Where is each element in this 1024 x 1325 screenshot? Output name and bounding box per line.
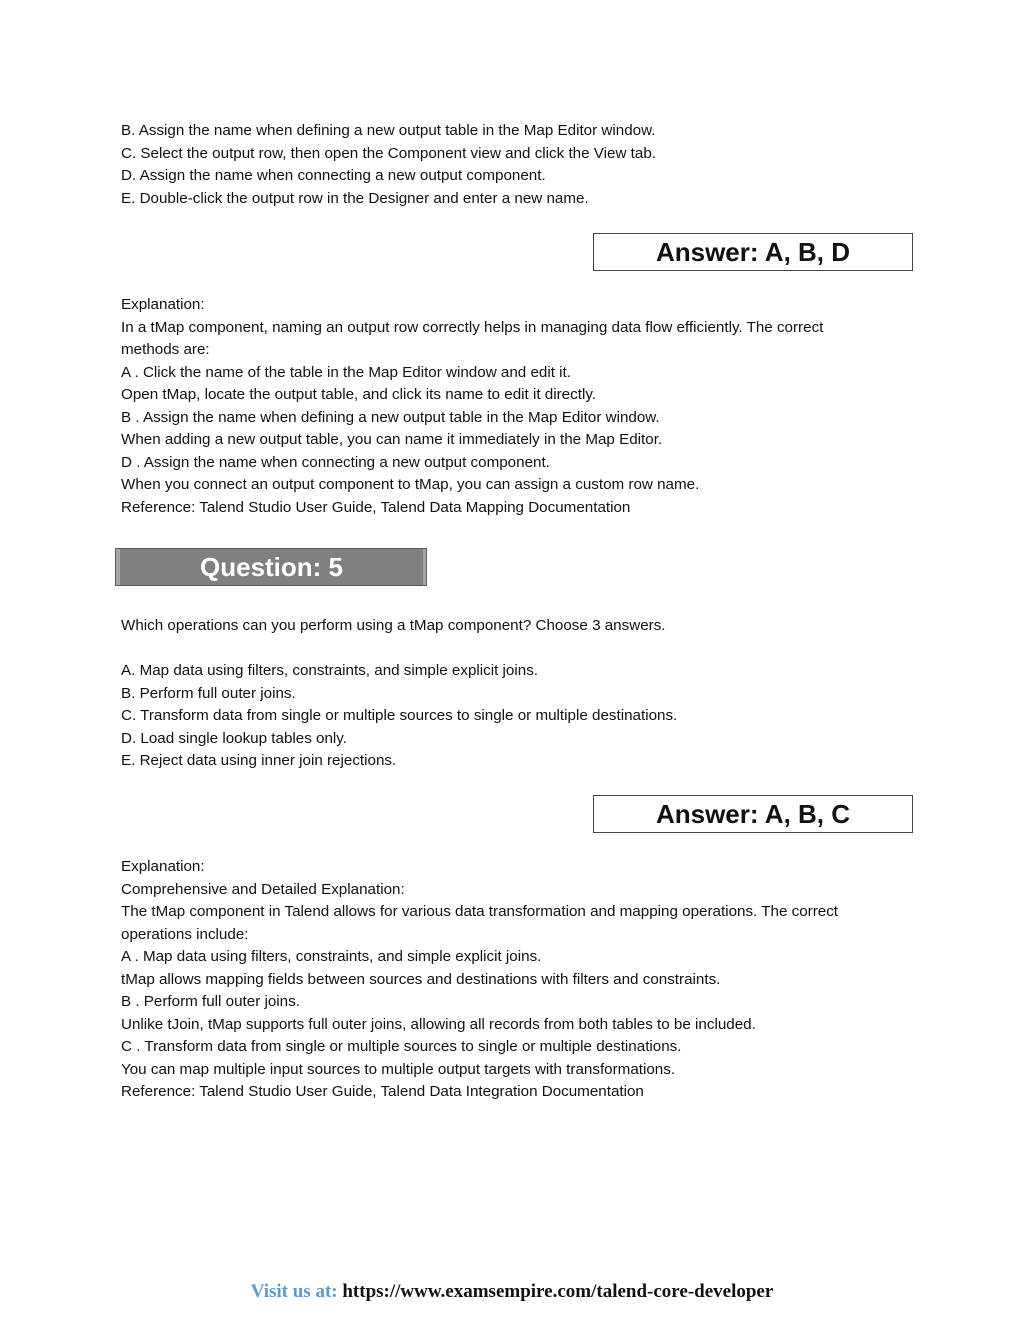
- explanation-line: C . Transform data from single or multiple sources to single or multiple destinations.: [121, 1038, 682, 1055]
- explanation-sub-label: Comprehensive and Detailed Explanation:: [121, 880, 405, 898]
- explanation-line: tMap allows mapping fields between sources and destinations with filters and constraints.: [121, 970, 721, 988]
- explanation-line: D . Assign the name when connecting a new output component.: [121, 453, 550, 471]
- explanation-line: A . Map data using filters, constraints, and simple explicit joins.: [121, 948, 542, 965]
- explanation-line: B . Assign the name when defining a new output table in the Map Editor window.: [121, 408, 660, 426]
- footer-link[interactable]: https://www.examsempire.com/talend-core-developer: [342, 1281, 774, 1302]
- explanation-line: Open tMap, locate the output table, and click its name to edit it directly.: [121, 386, 597, 403]
- answer-text: Answer: A, B, D: [655, 236, 851, 267]
- explanation-intro: In a tMap component, naming an output row correctly helps in managing data flow efficiently. The correct methods are:: [121, 318, 824, 358]
- question-text: Which operations can you perform using a tMap component? Choose 3 answers.: [121, 617, 666, 634]
- option-line: C. Transform data from single or multiple sources to single or multiple destinations.: [121, 707, 678, 724]
- option-line: B. Perform full outer joins.: [121, 684, 296, 702]
- explanation-line: When you connect an output component to tMap, you can assign a custom row name.: [121, 476, 700, 493]
- explanation-line: When adding a new output table, you can name it immediately in the Map Editor.: [121, 431, 663, 448]
- question-body: [121, 615, 911, 638]
- explanation-intro: The tMap component in Talend allows for various data transformation and mapping operations. The correct operations include:: [121, 903, 839, 943]
- explanation-label: Explanation:: [121, 858, 205, 875]
- answer-text: Answer: A, B, C: [655, 798, 851, 829]
- explanation-line: You can map multiple input sources to multiple output targets with transformations.: [121, 1060, 676, 1078]
- option-line: D. Load single lookup tables only.: [121, 729, 347, 747]
- explanation-section: [121, 294, 911, 519]
- question-number: Question: 5: [200, 551, 344, 582]
- explanation-section: [121, 856, 911, 1104]
- explanation-reference: Reference: Talend Studio User Guide, Talend Data Mapping Documentation: [121, 498, 631, 516]
- explanation-line: A . Click the name of the table in the Map Editor window and edit it.: [121, 363, 571, 381]
- option-line: C. Select the output row, then open the Component view and click the View tab.: [121, 144, 656, 162]
- explanation-line: B . Perform full outer joins.: [121, 993, 300, 1010]
- answer-box: [593, 233, 913, 271]
- explanation-line: Unlike tJoin, tMap supports full outer joins, allowing all records from both tables to be included.: [121, 1015, 756, 1033]
- option-line: E. Reject data using inner join rejections.: [121, 752, 397, 769]
- page-footer: [0, 1281, 1024, 1303]
- explanation-reference: Reference: Talend Studio User Guide, Talend Data Integration Documentation: [121, 1083, 644, 1100]
- option-line: B. Assign the name when defining a new output table in the Map Editor window.: [121, 122, 656, 139]
- answer-box: [593, 795, 913, 833]
- option-line: A. Map data using filters, constraints, and simple explicit joins.: [121, 662, 539, 679]
- explanation-label: Explanation:: [121, 296, 205, 313]
- option-line: D. Assign the name when connecting a new output component.: [121, 167, 546, 184]
- question-banner: [115, 548, 427, 586]
- option-line: E. Double-click the output row in the Designer and enter a new name.: [121, 189, 589, 207]
- question-options: [121, 660, 911, 773]
- footer-visit-label: Visit us at:: [250, 1281, 338, 1302]
- previous-question-options: [121, 120, 911, 210]
